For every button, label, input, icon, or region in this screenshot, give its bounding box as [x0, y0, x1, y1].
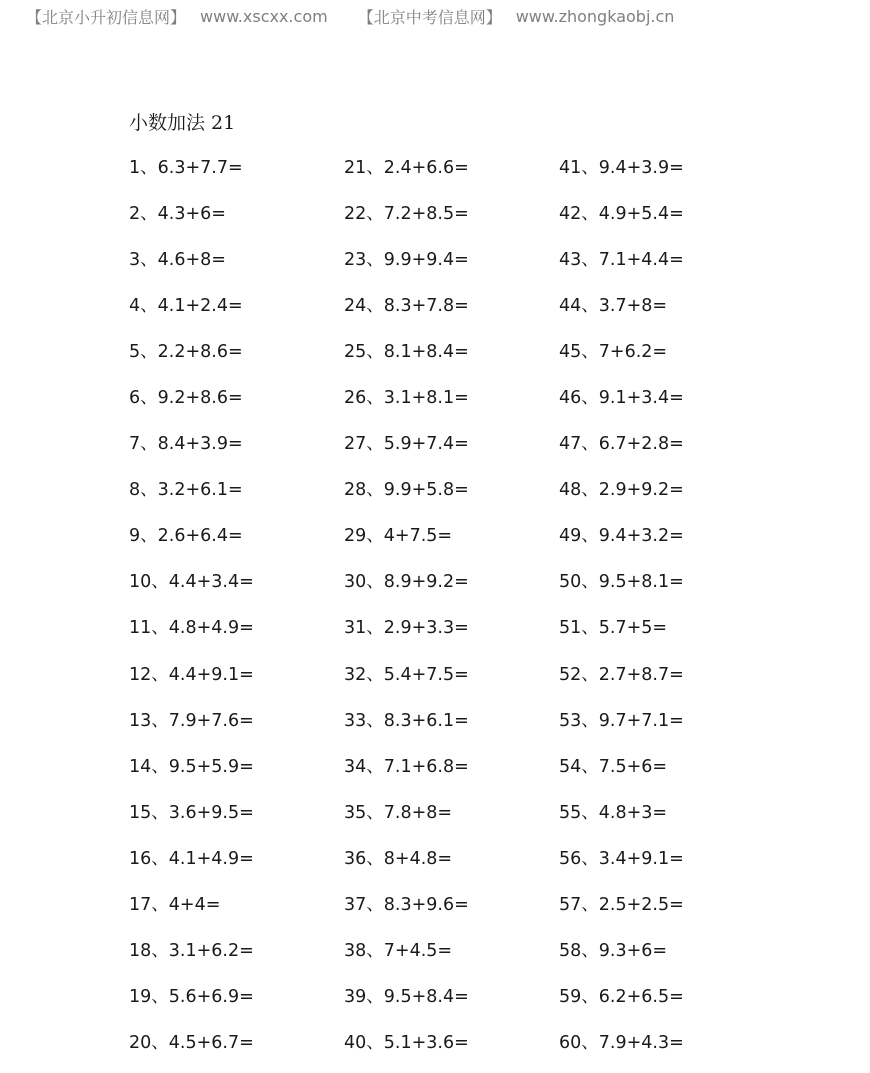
problem-item: 4、4.1+2.4=: [129, 296, 243, 317]
problem-item: 39、9.5+8.4=: [344, 986, 469, 1007]
problem-item: 42、4.9+5.4=: [559, 204, 684, 225]
problem-item: 3、4.6+8=: [129, 250, 226, 271]
problem-item: 36、8+4.8=: [344, 848, 453, 869]
problem-item: 35、7.8+8=: [344, 802, 453, 823]
problem-item: 46、9.1+3.4=: [559, 388, 684, 409]
problem-item: 32、5.4+7.5=: [344, 664, 469, 685]
problem-item: 14、9.5+5.9=: [129, 756, 254, 777]
problem-item: 28、9.9+5.8=: [344, 480, 469, 501]
problem-item: 41、9.4+3.9=: [559, 158, 684, 178]
problem-item: 44、3.7+8=: [559, 296, 668, 317]
site-url-xscxx[interactable]: www.xscxx.com: [200, 6, 328, 26]
problem-item: 48、2.9+9.2=: [559, 480, 684, 501]
problem-item: 27、5.9+7.4=: [344, 434, 469, 455]
problem-item: 56、3.4+9.1=: [559, 848, 684, 869]
problem-item: 7、8.4+3.9=: [129, 434, 243, 455]
problem-item: 6、9.2+8.6=: [129, 388, 243, 409]
problem-item: 31、2.9+3.3=: [344, 618, 469, 639]
problem-item: 13、7.9+7.6=: [129, 710, 254, 731]
problem-item: 19、5.6+6.9=: [129, 986, 254, 1007]
problem-item: 60、7.9+4.3=: [559, 1032, 684, 1053]
page-header: [26, 5, 674, 27]
problem-item: 45、7+6.2=: [559, 342, 668, 363]
problem-item: 24、8.3+7.8=: [344, 296, 469, 317]
problem-item: 47、6.7+2.8=: [559, 434, 684, 455]
problem-item: 34、7.1+6.8=: [344, 756, 469, 777]
worksheet-title: 小数加法 21: [129, 112, 236, 134]
problem-item: 55、4.8+3=: [559, 802, 668, 823]
problem-item: 51、5.7+5=: [559, 618, 668, 639]
problem-item: 52、2.7+8.7=: [559, 664, 684, 685]
problem-item: 5、2.2+8.6=: [129, 342, 243, 363]
problem-item: 12、4.4+9.1=: [129, 664, 254, 685]
problem-item: 10、4.4+3.4=: [129, 572, 254, 593]
site-name-zhongkao: 【北京中考信息网】: [357, 7, 502, 27]
problem-item: 21、2.4+6.6=: [344, 158, 469, 178]
problem-item: 33、8.3+6.1=: [344, 710, 469, 731]
problem-item: 30、8.9+9.2=: [344, 572, 469, 593]
problem-item: 26、3.1+8.1=: [344, 388, 469, 409]
problem-item: 20、4.5+6.7=: [129, 1032, 254, 1053]
problem-item: 18、3.1+6.2=: [129, 940, 254, 961]
problem-item: 22、7.2+8.5=: [344, 204, 469, 225]
problem-item: 59、6.2+6.5=: [559, 986, 684, 1007]
problem-item: 16、4.1+4.9=: [129, 848, 254, 869]
problem-item: 1、6.3+7.7=: [129, 158, 243, 178]
problem-grid: [129, 152, 769, 1073]
problem-item: 15、3.6+9.5=: [129, 802, 254, 823]
problem-item: 23、9.9+9.4=: [344, 250, 469, 271]
problem-item: 29、4+7.5=: [344, 526, 453, 547]
site-name-xscxx: 【北京小升初信息网】: [26, 7, 187, 27]
problem-item: 58、9.3+6=: [559, 940, 668, 961]
problem-item: 17、4+4=: [129, 894, 221, 915]
problem-item: 11、4.8+4.9=: [129, 618, 254, 639]
problem-item: 53、9.7+7.1=: [559, 710, 684, 731]
problem-item: 9、2.6+6.4=: [129, 526, 243, 547]
problem-item: 50、9.5+8.1=: [559, 572, 684, 593]
problem-item: 25、8.1+8.4=: [344, 342, 469, 363]
problem-item: 38、7+4.5=: [344, 940, 453, 961]
problem-item: 2、4.3+6=: [129, 204, 226, 225]
problem-item: 8、3.2+6.1=: [129, 480, 243, 501]
problem-item: 49、9.4+3.2=: [559, 526, 684, 547]
problem-item: 54、7.5+6=: [559, 756, 668, 777]
problem-item: 57、2.5+2.5=: [559, 894, 684, 915]
problem-item: 40、5.1+3.6=: [344, 1032, 469, 1053]
problem-item: 37、8.3+9.6=: [344, 894, 469, 915]
problem-item: 43、7.1+4.4=: [559, 250, 684, 271]
site-url-zhongkao[interactable]: www.zhongkaobj.cn: [515, 6, 675, 26]
